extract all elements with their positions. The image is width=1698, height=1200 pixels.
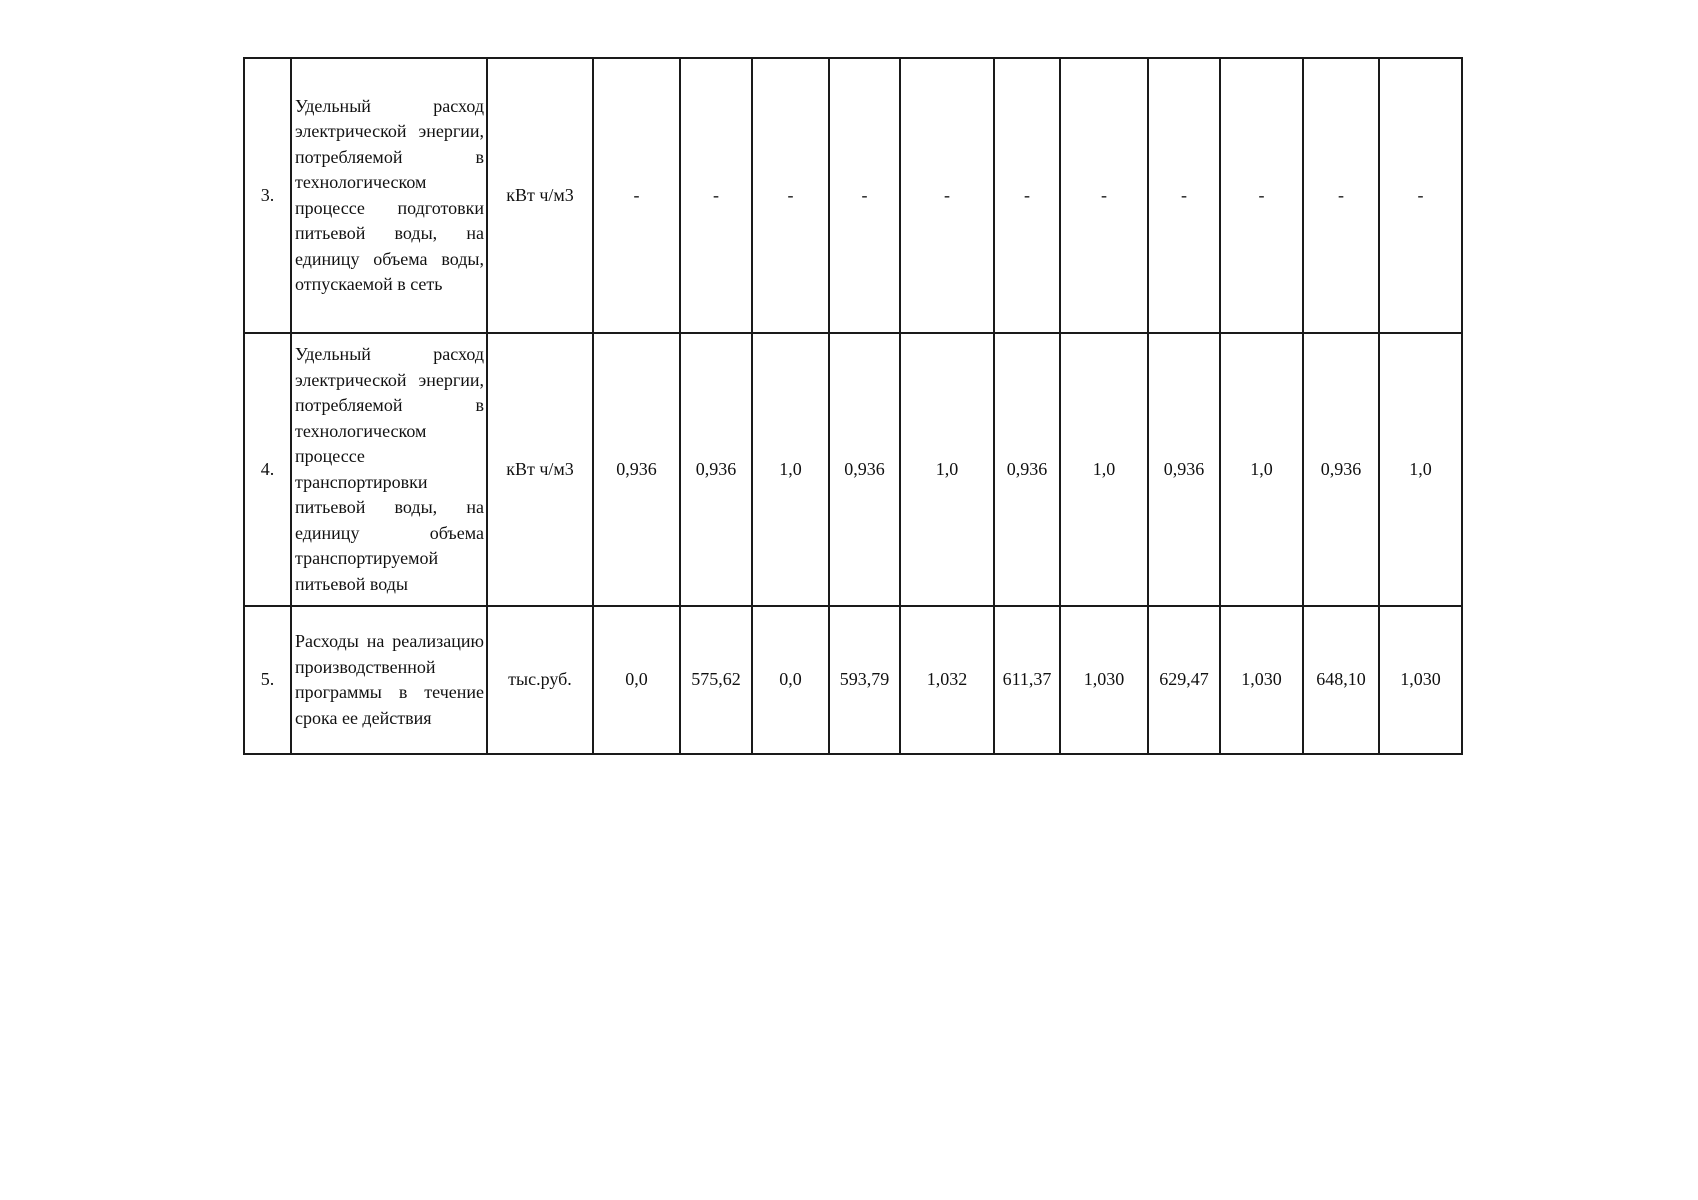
value-cell: 0,936 [1303,333,1379,606]
value-cell: 0,936 [829,333,900,606]
value-cell: 0,936 [994,333,1060,606]
value-cell: 611,37 [994,606,1060,754]
value-cell: 0,0 [593,606,680,754]
value-cell: 1,0 [1060,333,1148,606]
value-cell: 1,030 [1379,606,1462,754]
value-cell: - [1379,58,1462,333]
indicators-table [243,57,1463,755]
indicator-name: Удельный расход электрической энергии, потребляемой в технологическом процессе подготовки питьевой воды, на единицу объема воды, отпускаемой в сеть [291,58,487,333]
row-number: 3. [244,58,291,333]
unit-cell: кВт ч/м3 [487,333,593,606]
indicator-name: Расходы на реализацию производственной программы в течение срока ее действия [291,606,487,754]
table-row [244,606,1462,754]
value-cell: - [680,58,752,333]
value-cell: 575,62 [680,606,752,754]
value-cell: 0,0 [752,606,829,754]
unit-cell: кВт ч/м3 [487,58,593,333]
value-cell: - [1220,58,1303,333]
row-number: 4. [244,333,291,606]
value-cell: 1,030 [1220,606,1303,754]
unit-cell: тыс.руб. [487,606,593,754]
value-cell: - [1060,58,1148,333]
value-cell: - [829,58,900,333]
value-cell: - [1303,58,1379,333]
value-cell: - [752,58,829,333]
value-cell: 593,79 [829,606,900,754]
value-cell: 0,936 [593,333,680,606]
value-cell: 1,0 [1220,333,1303,606]
value-cell: 1,032 [900,606,994,754]
table-row [244,333,1462,606]
value-cell: - [994,58,1060,333]
row-number: 5. [244,606,291,754]
table-row [244,58,1462,333]
value-cell: 1,030 [1060,606,1148,754]
indicator-name: Удельный расход электрической энергии, потребляемой в технологическом процессе транспортировки питьевой воды, на единицу объема транспортируемой питьевой воды [291,333,487,606]
value-cell: - [1148,58,1220,333]
value-cell: 0,936 [1148,333,1220,606]
value-cell: - [900,58,994,333]
value-cell: 1,0 [752,333,829,606]
value-cell: 648,10 [1303,606,1379,754]
value-cell: 1,0 [1379,333,1462,606]
value-cell: 629,47 [1148,606,1220,754]
value-cell: 1,0 [900,333,994,606]
value-cell: 0,936 [680,333,752,606]
value-cell: - [593,58,680,333]
